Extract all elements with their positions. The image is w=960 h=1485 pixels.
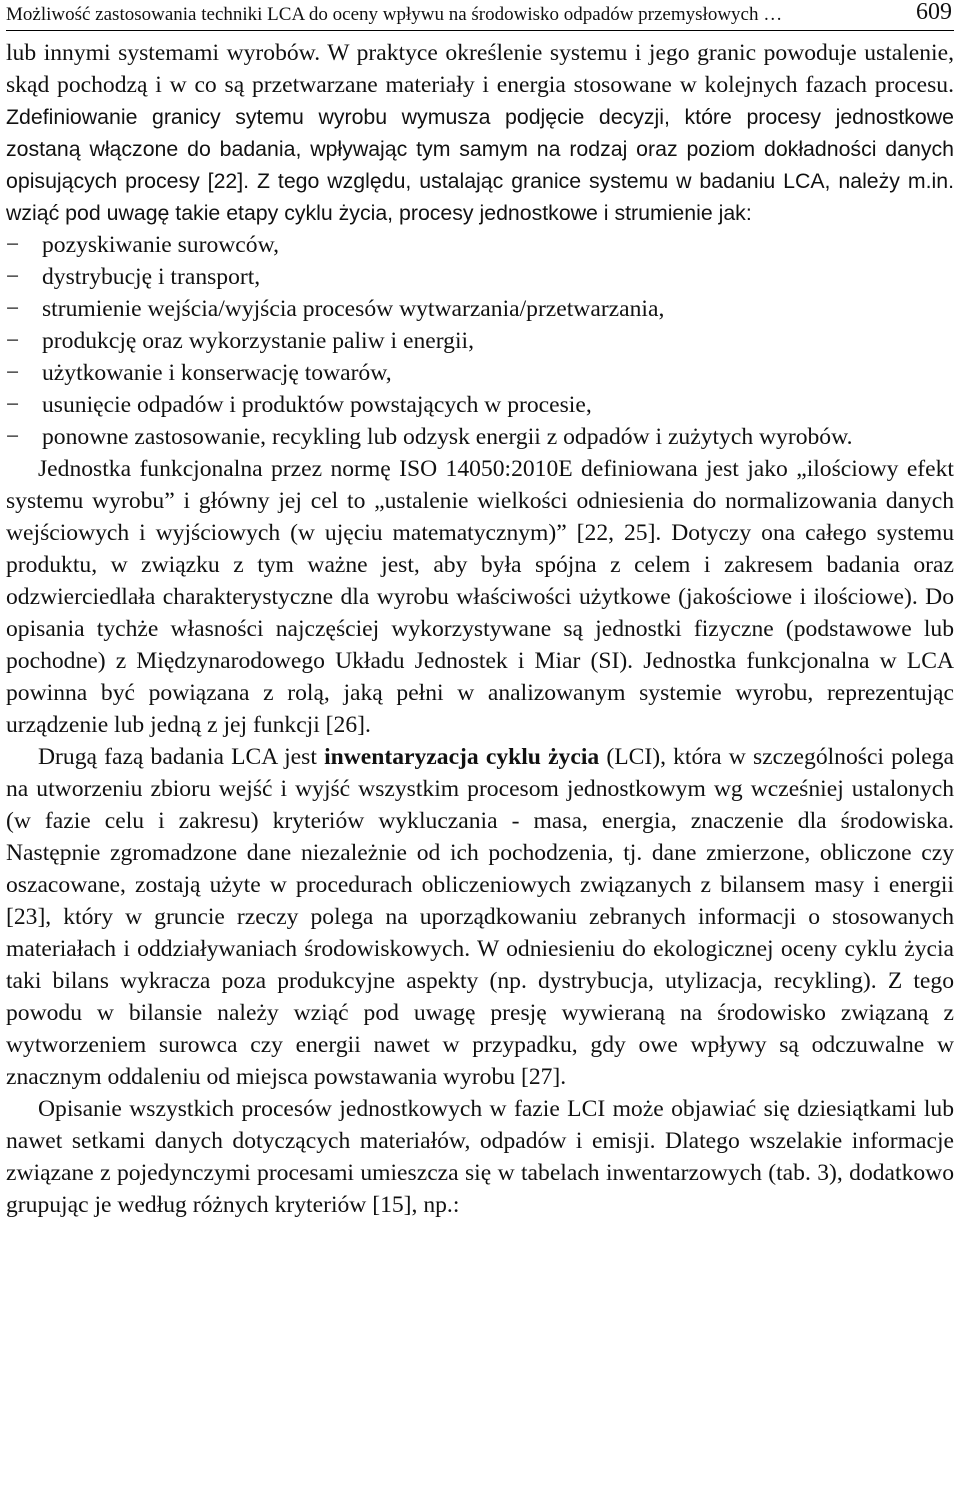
lci-term: inwentaryzacja cyklu życia [324, 744, 600, 770]
list-item: − ponowne zastosowanie, recykling lub odzysk energii z odpadów i zużytych wyrobów. [6, 421, 954, 453]
paragraph-sans-part: Zdefiniowanie granicy sytemu wyrobu wymusza podjęcie decyzji, które procesy jednostkowe zostaną włączone do badania, wpływając tym samym na rodzaj oraz poziom dokładności danych opisujących procesy [22]. Z tego względu, ustalając granice systemu w badaniu LCA, należy m.in. wziąć pod uwagę takie etapy cyklu życia, procesy jednostkowe i strumienie jak: [6, 105, 954, 225]
list-item: − strumienie wejścia/wyjścia procesów wytwarzania/przetwarzania, [6, 293, 954, 325]
list-item: − produkcję oraz wykorzystanie paliw i energii, [6, 325, 954, 357]
paragraph-system-boundary [6, 37, 954, 229]
lci-text: (LCI), która w szczególności polega na utworzeniu zbioru wejść i wyjść wszystkim procesom jednostkowym wg wcześniej ustalonych (w fazie celu i zakresu) kryteriów wykluczania - masa, energia, znaczenie dla środowiska. Następnie zgromadzone dane niezależnie od ich pochodzenia, tj. dane zmierzone, obliczone czy oszacowane, zostają użyte w procedurach obliczeniowych związanych z bilansem masy i energii [23], który w gruncie rzeczy polega na uporządkowaniu zebranych informacji o stosowanych materiałach i oddziaływaniach środowiskowych. W odniesieniu do ekologicznej oceny cyklu życia taki bilans wykracza poza produkcyjne aspekty (np. dystrybucja, utylizacja, recykling). Z tego powodu w bilansie należy wziąć pod uwagę presję wywieraną na środowisko związaną z wytworzeniem surowca czy energii nawet w przypadku, gdy owe wpływy są odczuwalne w znacznym oddaleniu od miejsca powstawania wyrobu [27]. [6, 744, 955, 1090]
boundary-list [6, 229, 954, 453]
lci-intro: Drugą fazą badania LCA jest [38, 744, 317, 770]
running-title: Możliwość zastosowania techniki LCA do oceny wpływu na środowisko odpadów przemysłowych … [6, 4, 783, 25]
paragraph-lci [6, 741, 954, 1093]
page-number: 609 [916, 0, 952, 25]
list-item: − dystrybucję i transport, [6, 261, 954, 293]
list-item: − pozyskiwanie surowców, [6, 229, 954, 261]
document-page [6, 0, 954, 1221]
paragraph-functional-unit: Jednostka funkcjonalna przez normę ISO 14050:2010E definiowana jest jako „ilościowy efekt systemu wyrobu” i główny jej cel to „ustalenie wielkości odniesienia do normalizowania danych wejściowych i wyjściowych (w ujęciu matematycznym)” [22, 25]. Dotyczy ona całego systemu produktu, w związku z tym ważne jest, aby była spójna z celem i zakresem badania oraz odzwierciedlała charakterystyczne dla wyrobu właściwości użytkowe (jakościowe i ilościowe). Do opisania tychże własności najczęściej wykorzystywane są jednostki fizyczne (podstawowe lub pochodne) z Międzynarodowego Układu Jednostek i Miar (SI). Jednostka funkcjonalna w LCA powinna być powiązana z rolą, jaką pełni w analizowanym systemie wyrobu, reprezentując urządzenie lub jedną z jej funkcji [26]. [6, 456, 954, 738]
list-item: − użytkowanie i konserwację towarów, [6, 357, 954, 389]
running-header [6, 0, 954, 31]
paragraph-inventory-tables: Opisanie wszystkich procesów jednostkowych w fazie LCI może objawiać się dziesiątkami lub nawet setkami danych dotyczących materiałów, odpadów i emisji. Dlatego wszelakie informacje związane z pojedynczymi procesami umieszcza się w tabelach inwentarzowych (tab. 3), dodatkowo grupując je według różnych kryteriów [15], np.: [6, 1096, 954, 1218]
paragraph-serif-part: lub innymi systemami wyrobów. W praktyce określenie systemu i jego granic powoduje ustalenie, skąd pochodzą i w co są przetwarzane materiały i energia stosowane w kolejnych fazach procesu. [6, 40, 954, 98]
list-item: − usunięcie odpadów i produktów powstających w procesie, [6, 389, 954, 421]
